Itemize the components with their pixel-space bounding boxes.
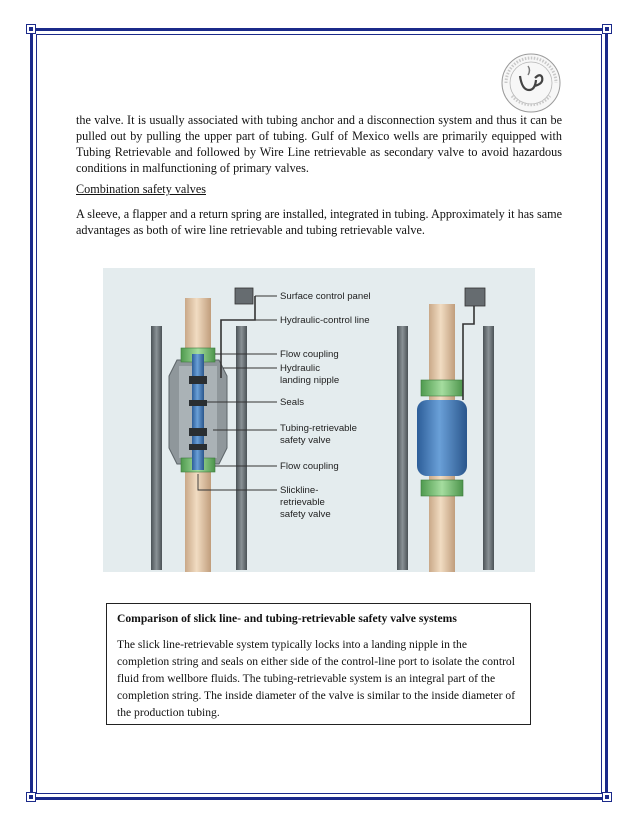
- safety-valve-diagram: [103, 268, 535, 572]
- label-landing-nipple: landing nipple: [280, 375, 340, 386]
- label-flow-coupling-top: Flow coupling: [280, 349, 339, 360]
- corner-ornament-top-left: [26, 24, 36, 34]
- university-seal-logo: [500, 52, 562, 114]
- label-seals: Seals: [280, 397, 304, 408]
- label-slickline: Slickline-: [280, 485, 319, 496]
- body-paragraph-2: A sleeve, a flapper and a return spring are installed, integrated in tubing. Approximately it has same advantages as both of wire line retrievable and tubing retrievable valve.: [76, 207, 562, 237]
- corner-ornament-bottom-right: [602, 792, 612, 802]
- diagram-background: [103, 268, 535, 572]
- body-paragraph-1: the valve. It is usually associated with tubing anchor and a disconnection system and thus it can be pulled out by pulling the upper part of tubing. Gulf of Mexico wells are primarily equipped with Tubing Retrievable and followed by Wire Line retrievable as secondary valve to avoid hazardous conditions in malfunctioning of primary valves.: [76, 113, 562, 175]
- label-hydraulic-control-line: Hydraulic-control line: [280, 315, 370, 326]
- label-safety-valve: safety valve: [280, 435, 331, 446]
- label-retrievable: retrievable: [280, 497, 325, 508]
- section-heading: Combination safety valves: [76, 182, 206, 196]
- label-flow-coupling-bottom: Flow coupling: [280, 461, 339, 472]
- corner-ornament-top-right: [602, 24, 612, 34]
- figure-caption-box: [106, 603, 531, 725]
- label-surface-control-panel: Surface control panel: [280, 291, 371, 302]
- caption-title: Comparison of slick line- and tubing-retrievable safety valve systems: [117, 612, 457, 625]
- label-slickline-safety-valve: safety valve: [280, 509, 331, 520]
- label-tubing-retrievable: Tubing-retrievable: [280, 423, 357, 434]
- corner-ornament-bottom-left: [26, 792, 36, 802]
- caption-body: The slick line-retrievable system typically locks into a landing nipple in the completion string and seals on either side of the control-line port to isolate the control fluid from wellbore fluids. The tubing-retrievable system is an integral part of the completion string. The inside diameter of the valve is similar to the inside diameter of the production tubing.: [117, 638, 516, 719]
- label-hydraulic: Hydraulic: [280, 363, 320, 374]
